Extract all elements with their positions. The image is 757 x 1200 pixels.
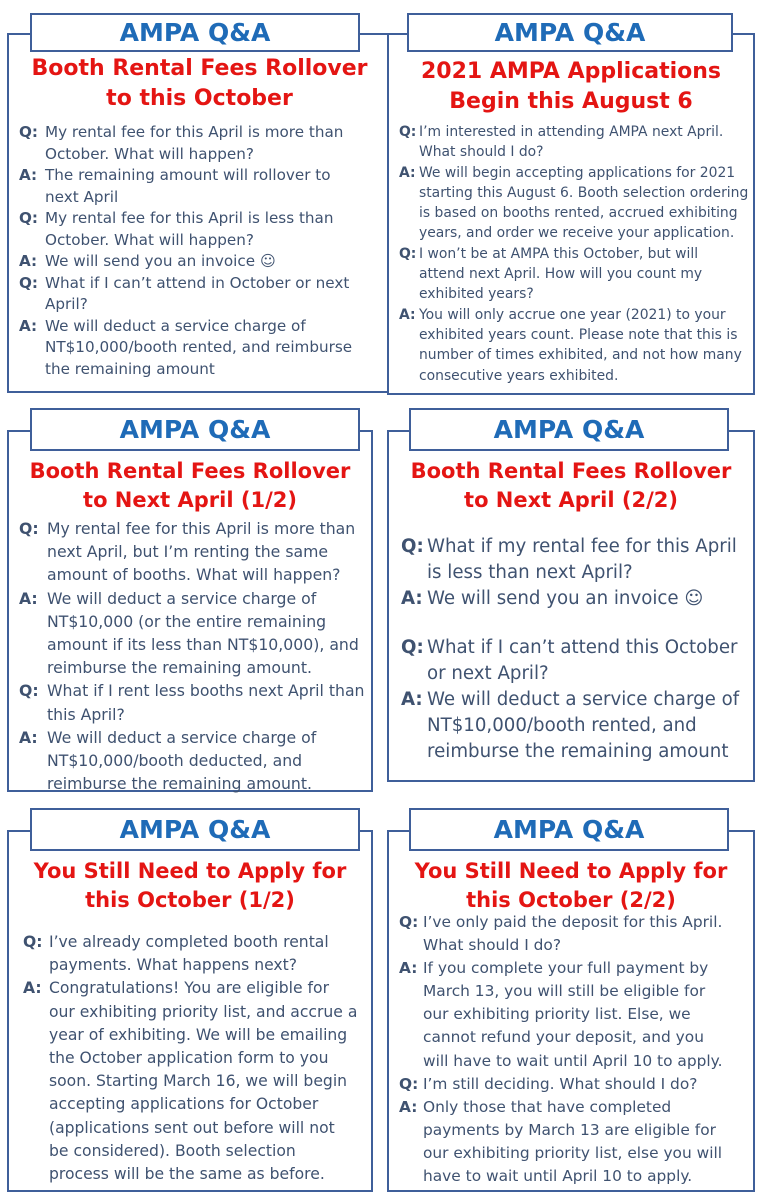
question-text	[49, 931, 373, 977]
question-text	[419, 122, 751, 163]
question-label: Q:	[401, 636, 424, 658]
text-line: We will send you an invoice ☺	[45, 252, 276, 270]
panel-heading-line: You Still Need to Apply for	[414, 859, 728, 883]
question-item	[399, 122, 751, 163]
text-line: attend next April. How will you count my	[419, 266, 703, 283]
panel-heading-line: Booth Rental Fees Rollover	[410, 459, 732, 483]
text-line: NT$10,000/booth rented, and	[427, 715, 697, 737]
answer-item	[19, 251, 387, 273]
qa-list	[23, 931, 373, 1186]
question-item	[401, 534, 753, 586]
qa-panel-1	[7, 33, 392, 393]
panel-heading-line: to this October	[106, 86, 293, 111]
qa-list	[399, 122, 751, 386]
text-line: What should I do?	[419, 144, 544, 161]
text-line: the remaining amount	[45, 359, 215, 378]
answer-text	[47, 587, 375, 680]
text-line: consecutive years exhibited.	[419, 367, 619, 384]
question-text	[419, 244, 751, 305]
answer-label: A:	[19, 166, 38, 184]
panel-heading	[389, 57, 753, 117]
panel-heading-line: to Next April (2/2)	[464, 488, 678, 512]
text-line: What should I do?	[423, 936, 561, 955]
question-label: Q:	[19, 209, 38, 227]
question-label: Q:	[23, 933, 43, 951]
text-line: starting this August 6. Booth selection ordering	[419, 184, 749, 201]
answer-label: A:	[401, 689, 423, 711]
text-line: year of exhibiting. We will be emailing	[49, 1025, 348, 1044]
panel-heading-line: Booth Rental Fees Rollover	[31, 56, 368, 81]
answer-label: A:	[19, 588, 38, 608]
question-text	[47, 679, 375, 725]
answer-item	[401, 586, 753, 612]
panel-heading	[9, 457, 371, 515]
question-text	[423, 1073, 755, 1096]
question-label: Q:	[19, 519, 39, 538]
text-line: the October application form to you	[49, 1049, 329, 1068]
question-text	[45, 208, 387, 251]
text-line: exhibited years?	[419, 286, 534, 303]
answer-item	[23, 977, 373, 1186]
text-line: I’m still deciding. What should I do?	[423, 1074, 698, 1093]
text-line: We will deduct a service charge of	[45, 316, 306, 335]
panel-heading-line: this October (1/2)	[85, 888, 295, 912]
answer-item	[19, 587, 375, 680]
question-label: Q:	[399, 1074, 419, 1093]
text-line: payments by March 13 are eligible for	[423, 1120, 716, 1139]
text-line: our exhibiting priority list, and accrue a	[49, 1002, 358, 1021]
question-label: Q:	[401, 536, 424, 557]
text-line: March 13, you will still be eligible for	[423, 982, 706, 1001]
answer-text	[45, 251, 387, 273]
answer-label: A:	[399, 959, 418, 978]
panel-tab-title: AMPA Q&A	[30, 408, 360, 451]
answer-label: A:	[19, 316, 38, 335]
answer-text	[427, 687, 753, 766]
text-line: NT$10,000/booth deducted, and	[47, 751, 303, 771]
answer-text	[419, 305, 751, 386]
panel-heading-line: to Next April (1/2)	[83, 488, 297, 512]
text-line: Only those that have completed	[423, 1097, 672, 1116]
panel-heading	[389, 857, 753, 915]
text-line: We will send you an invoice ☺	[427, 588, 704, 610]
answer-text	[419, 163, 751, 244]
answer-text	[423, 1096, 755, 1188]
qa-panel-5	[7, 830, 373, 1192]
qa-list	[399, 911, 755, 1188]
text-line: We will begin accepting applications for 2021	[419, 164, 736, 181]
text-line: is less than next April?	[427, 562, 633, 584]
answer-text	[45, 165, 387, 208]
text-line: Congratulations! You are eligible for	[49, 979, 329, 998]
text-line: amount of booths. What will happen?	[47, 565, 341, 585]
text-line: We will deduct a service charge of	[47, 727, 317, 747]
question-item	[19, 208, 387, 251]
text-line: What if my rental fee for this April	[427, 536, 737, 557]
question-label: Q:	[19, 123, 38, 141]
panel-heading-line: Begin this August 6	[449, 89, 693, 114]
text-line: We will deduct a service charge of	[47, 588, 317, 608]
question-item	[401, 635, 753, 687]
qa-list	[19, 517, 375, 795]
answer-text	[45, 316, 387, 381]
answer-label: A:	[23, 979, 42, 998]
answer-text	[423, 957, 755, 1072]
answer-text	[47, 726, 375, 796]
text-line: process will be the same as before.	[49, 1165, 325, 1184]
panel-heading-line: Booth Rental Fees Rollover	[29, 459, 351, 483]
text-line: What if I can’t attend this October	[427, 636, 738, 658]
text-line: I won’t be at AMPA this October, but will	[419, 245, 699, 262]
text-line: My rental fee for this April is more than	[45, 123, 344, 141]
text-line: this April?	[47, 704, 125, 724]
qa-list	[19, 122, 387, 380]
question-item	[399, 1073, 755, 1096]
answer-label: A:	[399, 306, 416, 323]
text-line: is based on booths rented, accrued exhibiting	[419, 205, 738, 222]
qa-panel-6	[387, 830, 755, 1192]
text-line: reimburse the remaining amount.	[47, 774, 313, 794]
question-label: Q:	[19, 273, 38, 292]
text-line: next April, but I’m renting the same	[47, 542, 329, 562]
text-line: I’ve only paid the deposit for this April.	[423, 913, 723, 931]
text-line: years, and order we receive your application.	[419, 225, 735, 242]
question-item	[399, 911, 755, 957]
panel-heading	[9, 857, 371, 915]
answer-text	[427, 586, 753, 612]
panel-tab-title: AMPA Q&A	[407, 13, 733, 52]
qa-panel-2	[387, 33, 755, 395]
question-text	[423, 911, 755, 957]
answer-item	[19, 165, 387, 208]
panel-tab-title: AMPA Q&A	[30, 808, 360, 851]
question-text	[427, 534, 753, 586]
text-line: We will deduct a service charge of	[427, 689, 740, 711]
question-label: Q:	[399, 245, 417, 262]
panel-heading	[389, 457, 753, 515]
text-line: our exhibiting priority list. Else, we	[423, 1005, 691, 1024]
answer-item	[399, 305, 751, 386]
text-line: our exhibiting priority list, else you will	[423, 1143, 723, 1162]
answer-item	[399, 957, 755, 1072]
answer-item	[401, 687, 753, 766]
question-item	[19, 679, 375, 725]
text-line: reimburse the remaining amount	[427, 741, 729, 763]
answer-label: A:	[401, 588, 423, 610]
text-line: (applications sent out before will not	[49, 1118, 335, 1137]
text-line: The remaining amount will rollover to	[45, 166, 331, 184]
panel-tab-title: AMPA Q&A	[409, 408, 729, 451]
text-line: or next April?	[427, 662, 549, 684]
question-item	[19, 273, 387, 316]
panel-tab-title: AMPA Q&A	[30, 13, 360, 52]
text-line: amount if its less than NT$10,000), and	[47, 635, 359, 655]
text-line: NT$10,000/booth rented, and reimburse	[45, 338, 353, 356]
text-line: April?	[45, 295, 88, 313]
panel-tab-title: AMPA Q&A	[409, 808, 729, 851]
answer-item	[399, 1096, 755, 1188]
text-line: My rental fee for this April is more than	[47, 519, 356, 538]
question-text	[427, 635, 753, 687]
text-line: I’m interested in attending AMPA next April.	[419, 124, 724, 140]
text-line: If you complete your full payment by	[423, 959, 709, 978]
text-line: October. What will happen?	[45, 144, 254, 163]
text-line: number of times exhibited, and not how many	[419, 347, 742, 364]
text-line: What if I rent less booths next April than	[47, 681, 365, 701]
question-text	[47, 517, 375, 587]
question-label: Q:	[399, 913, 419, 931]
answer-label: A:	[399, 1097, 418, 1116]
text-line: October. What will happen?	[45, 230, 254, 249]
qa-list	[401, 534, 753, 766]
text-line: NT$10,000 (or the entire remaining	[47, 611, 327, 631]
answer-item	[399, 163, 751, 244]
text-line: What if I can’t attend in October or next	[45, 273, 350, 292]
answer-label: A:	[19, 252, 38, 270]
qa-panel-3	[7, 430, 373, 792]
question-item	[19, 122, 387, 165]
text-line: reimburse the remaining amount.	[47, 658, 313, 678]
panel-heading-line: 2021 AMPA Applications	[420, 59, 722, 84]
text-line: I’ve already completed booth rental	[49, 933, 329, 951]
text-line: My rental fee for this April is less than	[45, 209, 334, 227]
text-line: accepting applications for October	[49, 1095, 319, 1114]
question-item	[23, 931, 373, 977]
text-line: You will only accrue one year (2021) to your	[419, 306, 726, 323]
answer-label: A:	[399, 164, 416, 181]
panel-heading-line: this October (2/2)	[466, 888, 676, 912]
question-item	[399, 244, 751, 305]
spacer	[401, 613, 753, 635]
text-line: next April	[45, 187, 119, 206]
answer-label: A:	[19, 727, 38, 747]
panel-heading-line: You Still Need to Apply for	[33, 859, 347, 883]
text-line: will have to wait until April 10 to apply.	[423, 1051, 723, 1070]
answer-item	[19, 316, 387, 381]
text-line: soon. Starting March 16, we will begin	[49, 1072, 348, 1091]
text-line: exhibited years count. Please note that this is	[419, 326, 738, 343]
panel-heading	[9, 54, 390, 114]
question-text	[45, 273, 387, 316]
answer-item	[19, 726, 375, 796]
text-line: cannot refund your deposit, and you	[423, 1028, 704, 1047]
text-line: payments. What happens next?	[49, 956, 298, 975]
text-line: have to wait until April 10 to apply.	[423, 1167, 693, 1186]
text-line: be considered). Booth selection	[49, 1141, 296, 1160]
question-item	[19, 517, 375, 587]
qa-panel-4	[387, 430, 755, 782]
answer-text	[49, 977, 373, 1186]
question-label: Q:	[399, 124, 417, 140]
question-label: Q:	[19, 681, 39, 701]
question-text	[45, 122, 387, 165]
